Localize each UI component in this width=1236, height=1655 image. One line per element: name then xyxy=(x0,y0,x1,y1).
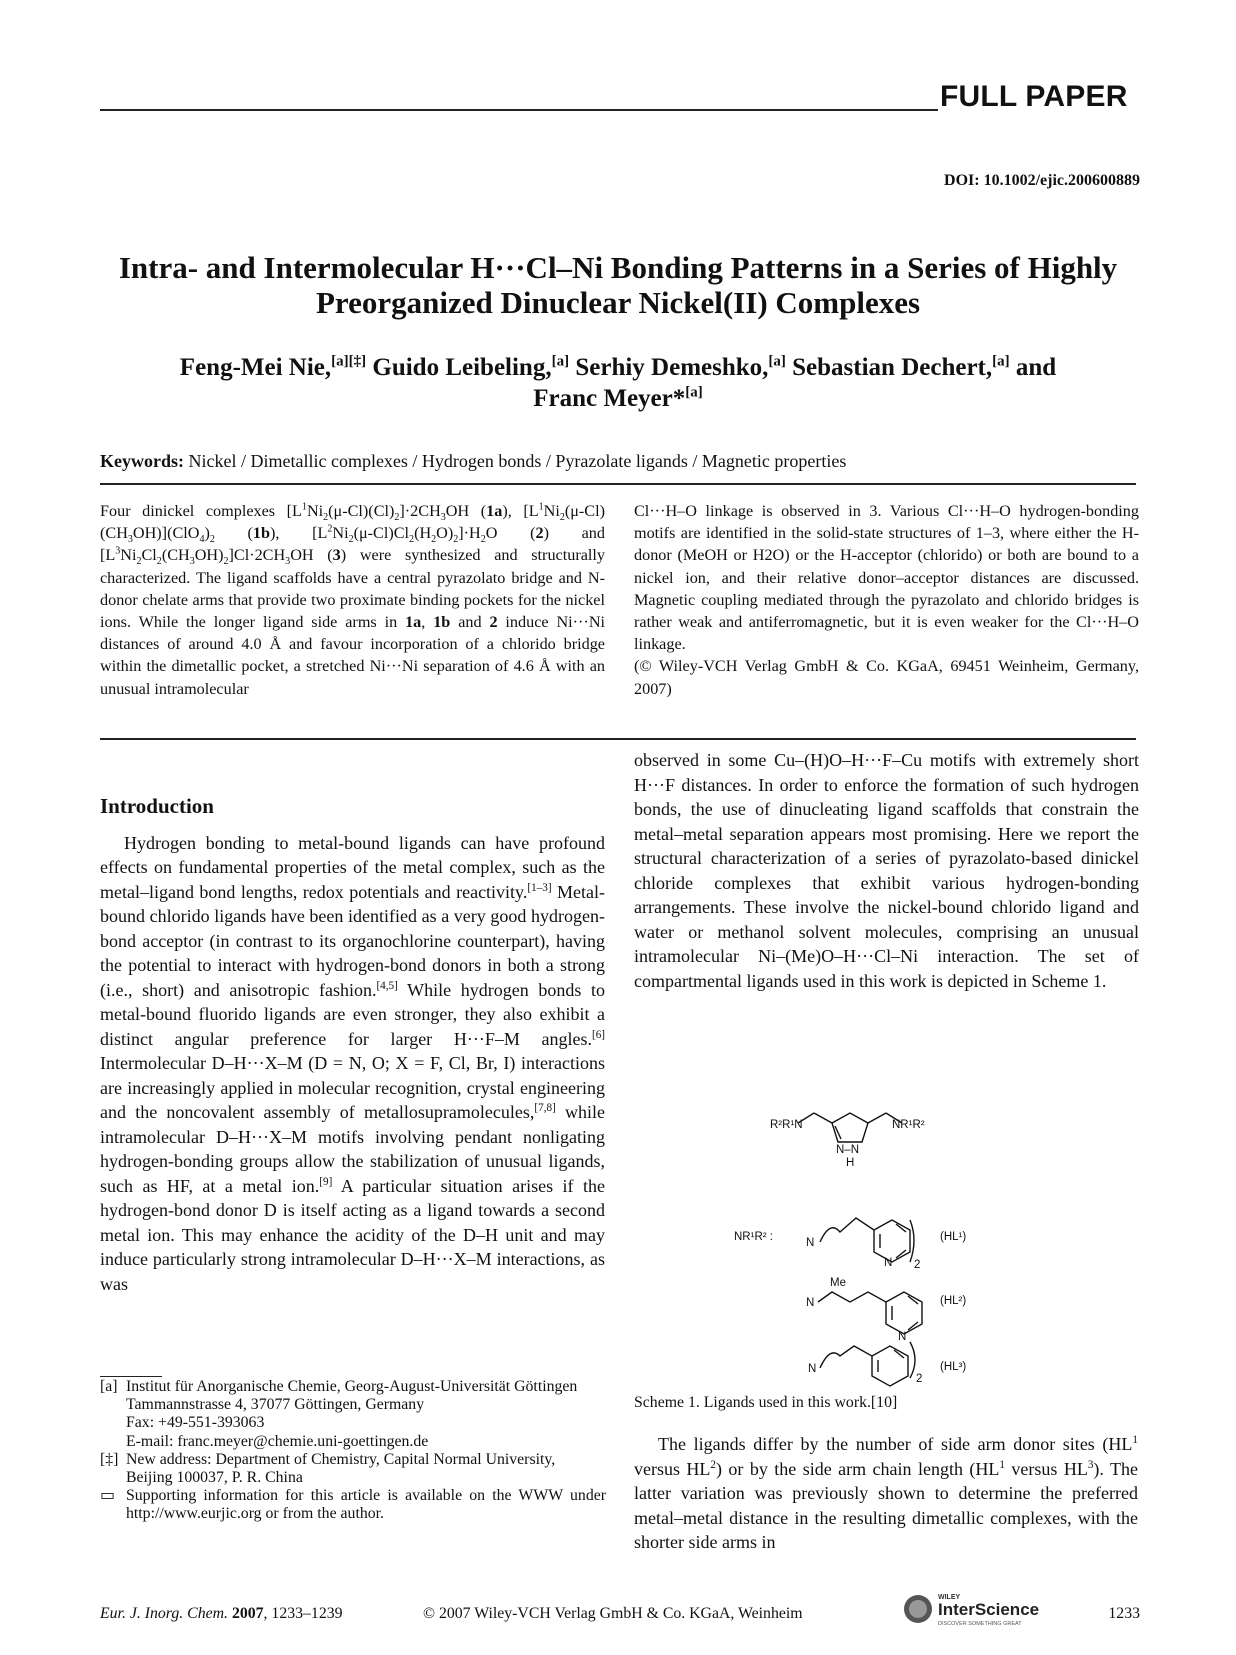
intro-left-column xyxy=(100,788,605,1296)
footnotes xyxy=(100,1378,606,1524)
author: Guido Leibeling,[a] xyxy=(372,353,570,381)
scheme-1 xyxy=(734,1090,1100,1385)
svg-text:DISCOVER SOMETHING GREAT: DISCOVER SOMETHING GREAT xyxy=(938,1621,1022,1627)
scheme-label: N xyxy=(806,1297,815,1309)
author: Sebastian Dechert,[a] xyxy=(792,353,1010,381)
scheme-label: H xyxy=(846,1157,855,1169)
scheme-label: Me xyxy=(830,1277,846,1289)
intro-paragraph: observed in some Cu–(H)O–H···F–Cu motifs with extremely short H···F distances. In order to enforce the formation of such hydrogen bonds, the use of dinucleating ligand scaffolds that constrain the metal–metal separation appears most promising. Here we report the structural characterization of a series of pyrazolato-based dinickel chloride complexes that exhibit various hydrogen-bonding arrangements. These involve the nickel-bound chlorido ligand and water or methanol solvent molecules, comprising an unusual intramolecular Ni–(Me)O–H···Cl–Ni interaction. The set of compartmental ligands used in this work is depicted in Scheme 1. xyxy=(634,750,1139,991)
author: Franc Meyer*[a] xyxy=(533,384,703,412)
scheme-label: N xyxy=(808,1363,817,1375)
abstract-rule xyxy=(100,738,1136,740)
journal-citation: Eur. J. Inorg. Chem. 2007, 1233–1239 xyxy=(100,1605,343,1622)
scheme-label: N xyxy=(884,1257,893,1269)
paper-title: Intra- and Intermolecular H···Cl–Ni Bonding Patterns in a Series of Highly Preorganized Dinuclear Nickel(II) Complexes xyxy=(118,250,1118,320)
scheme-label: (HL³) xyxy=(940,1361,967,1373)
abstract-text: Cl···H–O linkage is observed in 3. Various Cl···H–O hydrogen-bonding motifs are identified in the solid-state structures of 1–3, where either the H-donor (MeOH or H2O) or the H-acceptor (chlorido) or both are bound to a nickel ion, and their relative donor–acceptor distances are discussed. Magnetic coupling mediated through the pyrazolato and chlorido bridges is rather weak and antiferromagnetic, but it is even weaker for the Cl···H–O linkage. xyxy=(634,502,1139,654)
scheme-label: NR¹R² xyxy=(892,1119,925,1131)
svg-text:WILEY: WILEY xyxy=(938,1594,961,1601)
abstract-left: Four dinickel complexes $[L^1Ni_2(\mu-Cl)(Cl)_2]\cdot 2CH_3OH$ (1a), $[L^1Ni_2(\mu-Cl)(CH_3OH)](ClO_4)_2$ (1b), $[L^2Ni_2(\mu-Cl)Cl_2(H_2O)_2]\cdot H_2O$ (2) and $[L^3Ni_2Cl_2(CH_3OH)_2]Cl\cdot 2CH_3OH$ (3) were synthesized and structurally characterized. The ligand scaffolds have a central pyrazolato bridge and N-donor chelate arms that provide two proximate binding pockets for the nickel ions. While the longer ligand side arms in 1a, 1b and 2 induce Ni···Ni distances of around 4.0 Å and favour incorporation of a chlorido bridge within the dimetallic pocket, a stretched Ni···Ni separation of 4.6 Å with an unusual intramolecular xyxy=(100,501,606,698)
interscience-logo xyxy=(900,1587,1070,1629)
scheme-label: N xyxy=(806,1237,815,1249)
scheme-label: N–N xyxy=(836,1144,860,1156)
scheme-label: 2 xyxy=(914,1259,921,1271)
abstract-right xyxy=(634,500,1139,700)
author: Serhiy Demeshko,[a] xyxy=(575,353,786,381)
footnote: [a] Institut für Anorganische Chemie, Georg-August-Universität Göttingen Tammannstrasse 4, 37077 Göttingen, Germany Fax: +49-551-393063 E-mail: franc.meyer@chemie.uni-goettingen.de xyxy=(100,1378,578,1450)
intro-paragraph: Hydrogen bonding to metal-bound ligands can have profound effects on fundamental properties of the metal complex, such as the metal–ligand bond lengths, redox potentials and reactivity.[1–3] Metal-bound chlorido ligands have been identified as a very good hydrogen-bond acceptor (in contrast to its organochlorine counterpart), having the potential to interact with hydrogen-bond donors in both a strong (i.e., short) and anisotropic fashion.[4,5] While hydrogen bonds to metal-bound fluorido ligands are even stronger, they also exhibit a distinct angular preference for larger H···F–M angles.[6] Intermolecular D–H···X–M (D = N, O; X = F, Cl, Br, I) interactions are increasingly applied in molecular recognition, crystal engineering and the noncovalent assembly of metallosupramolecules,[7,8] while intramolecular D–H···X–M motifs involving pendant nonligating hydrogen-bonding groups allow the stabilization of unusual ligands, such as HF, at a metal ion.[9] A particular situation arises if the hydrogen-bond donor D is itself acting as a ligand towards a second metal ion. This may enhance the acidity of the D–H unit and may induce particularly strong intramolecular D–H···X–M interactions, as was xyxy=(100,832,606,1294)
intro-right-column xyxy=(634,748,1139,993)
computer-icon: ▭ xyxy=(100,1487,115,1505)
section-label: FULL PAPER xyxy=(940,80,1128,113)
keywords-rule xyxy=(100,483,1136,485)
section-heading: Introduction xyxy=(100,794,214,818)
scheme-label: (HL¹) xyxy=(940,1231,967,1243)
scheme-label: (HL²) xyxy=(940,1295,967,1307)
intro-paragraph-2: The ligands differ by the number of side arm donor sites ($HL^1$ versus $HL^2$) or by the side arm chain length ($HL^1$ versus $HL^3$). The latter variation was previously shown to determine the preferred metal–metal distance in the resulting dimetallic complexes, with the shorter side arms in xyxy=(634,1434,1138,1552)
author-conjunction: and xyxy=(1015,354,1057,381)
scheme-label: R²R¹N xyxy=(770,1119,803,1131)
author: Feng-Mei Nie,[a][‡] xyxy=(179,353,367,381)
author-list xyxy=(100,352,1136,414)
svg-text:InterScience: InterScience xyxy=(938,1600,1040,1619)
scheme-label: N xyxy=(898,1331,907,1343)
scheme-caption: Scheme 1. Ligands used in this work.[10] xyxy=(634,1394,898,1411)
footnote-rule xyxy=(100,1376,162,1377)
keywords-label: Keywords: xyxy=(100,451,184,471)
abstract-copyright: (© Wiley-VCH Verlag GmbH & Co. KGaA, 69451 Weinheim, Germany, 2007) xyxy=(634,657,1139,698)
doi: DOI: 10.1002/ejic.200600889 xyxy=(944,172,1140,189)
footer-copyright: © 2007 Wiley-VCH Verlag GmbH & Co. KGaA, Weinheim xyxy=(423,1605,803,1622)
footnote: ▭ Supporting information for this article is available on the WWW under http://www.eurjic.org or from the author. xyxy=(100,1487,606,1523)
scheme-label: 2 xyxy=(916,1373,923,1385)
pyrazole-ring xyxy=(832,1113,868,1142)
keywords-text: Nickel / Dimetallic complexes / Hydrogen bonds / Pyrazolate ligands / Magnetic properties xyxy=(188,451,847,471)
keywords xyxy=(100,451,846,472)
scheme-label: NR¹R² : xyxy=(734,1231,773,1243)
page-number: 1233 xyxy=(1108,1605,1140,1622)
footnote: [‡] New address: Department of Chemistry, Capital Normal University, Beijing 100037, P. R. China xyxy=(100,1450,556,1487)
header-rule xyxy=(100,109,938,111)
